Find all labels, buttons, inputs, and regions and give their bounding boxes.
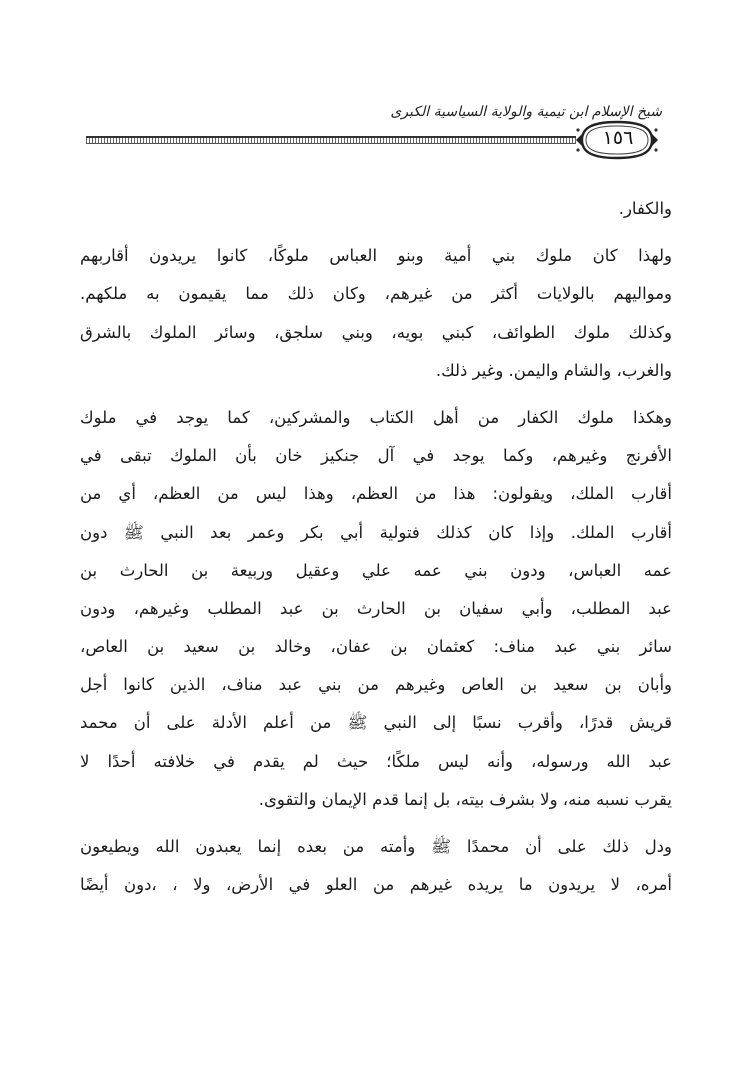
text-line: عبد الله ورسوله، وأنه ليس ملكًا؛ حيث لم يقدم في خلافته أحدًا لا [80,751,672,771]
text-line: أقارب الملك. وإذا كان كذلك فتولية أبي بكر وعمر بعد النبي ﷺ دون [80,522,672,542]
text-line: وأبان بن سعيد بن العاص وغيرهم من بني عبد مناف، الذين كانوا أجل [80,675,672,695]
header-rule [86,136,576,144]
paragraph [80,190,672,228]
running-head-title: شيخ الإسلام ابن تيمية والولاية السياسية الكبرى [390,104,662,120]
text-line: والكفار. [618,199,672,218]
text-line: يقرب نسبه منه، ولا بشرف بيته، بل إنما قدم الإيمان والتقوى. [258,789,672,809]
text-line: وكذلك ملوك الطوائف، كبني بويه، وبني سلجق، وسائر الملوك بالشرق [80,322,672,342]
paragraph [80,399,672,819]
text-line: ولهذا كان ملوك بني أمية وبنو العباس ملوكًا، كانوا يريدون أقاربهم [80,246,672,266]
text-line: سائر بني عبد مناف: كعثمان بن عفان، وخالد بن سعيد بن العاص، [80,637,672,657]
text-line: عمه العباس، ودون بني عمه علي وعقيل وربيعة بن الحارث بن [80,560,672,580]
text-line: عبد المطلب، وأبي سفيان بن الحارث بن عبد المطلب وغيرهم، ودون [80,598,672,618]
text-line: ومواليهم بالولايات أكثر من غيرهم، وكان ذلك مما يقيمون به ملكهم. [80,284,672,304]
paragraph [80,237,672,390]
paragraph [80,828,672,904]
text-line: ودل ذلك على أن محمدًا ﷺ وأمته من بعده إنما يعبدون الله ويطيعون [80,837,672,856]
text-line: أقارب الملك، ويقولون: هذا من العظم، وهذا ليس من العظم، أي من [80,484,672,504]
text-line: وهكذا ملوك الكفار من أهل الكتاب والمشركين، كما يوجد في ملوك [80,407,672,427]
page-number: ١٥٦ [602,127,634,149]
text-line: قريش قدرًا، وأقرب نسبًا إلى النبي ﷺ من أعلم الأدلة على أن محمد [80,713,672,733]
text-line: والغرب، والشام واليمن. وغير ذلك. [435,360,672,380]
text-line: أمره، لا يريدون ما يريده غيرهم من العلو في الأرض، ولا ، ،دون أيضًا [80,875,672,895]
body-text [80,190,672,904]
text-line: الأفرنج وغيرهم، وكما يوجد في آل جنكيز خان بأن الملوك تبقى في [80,446,672,466]
